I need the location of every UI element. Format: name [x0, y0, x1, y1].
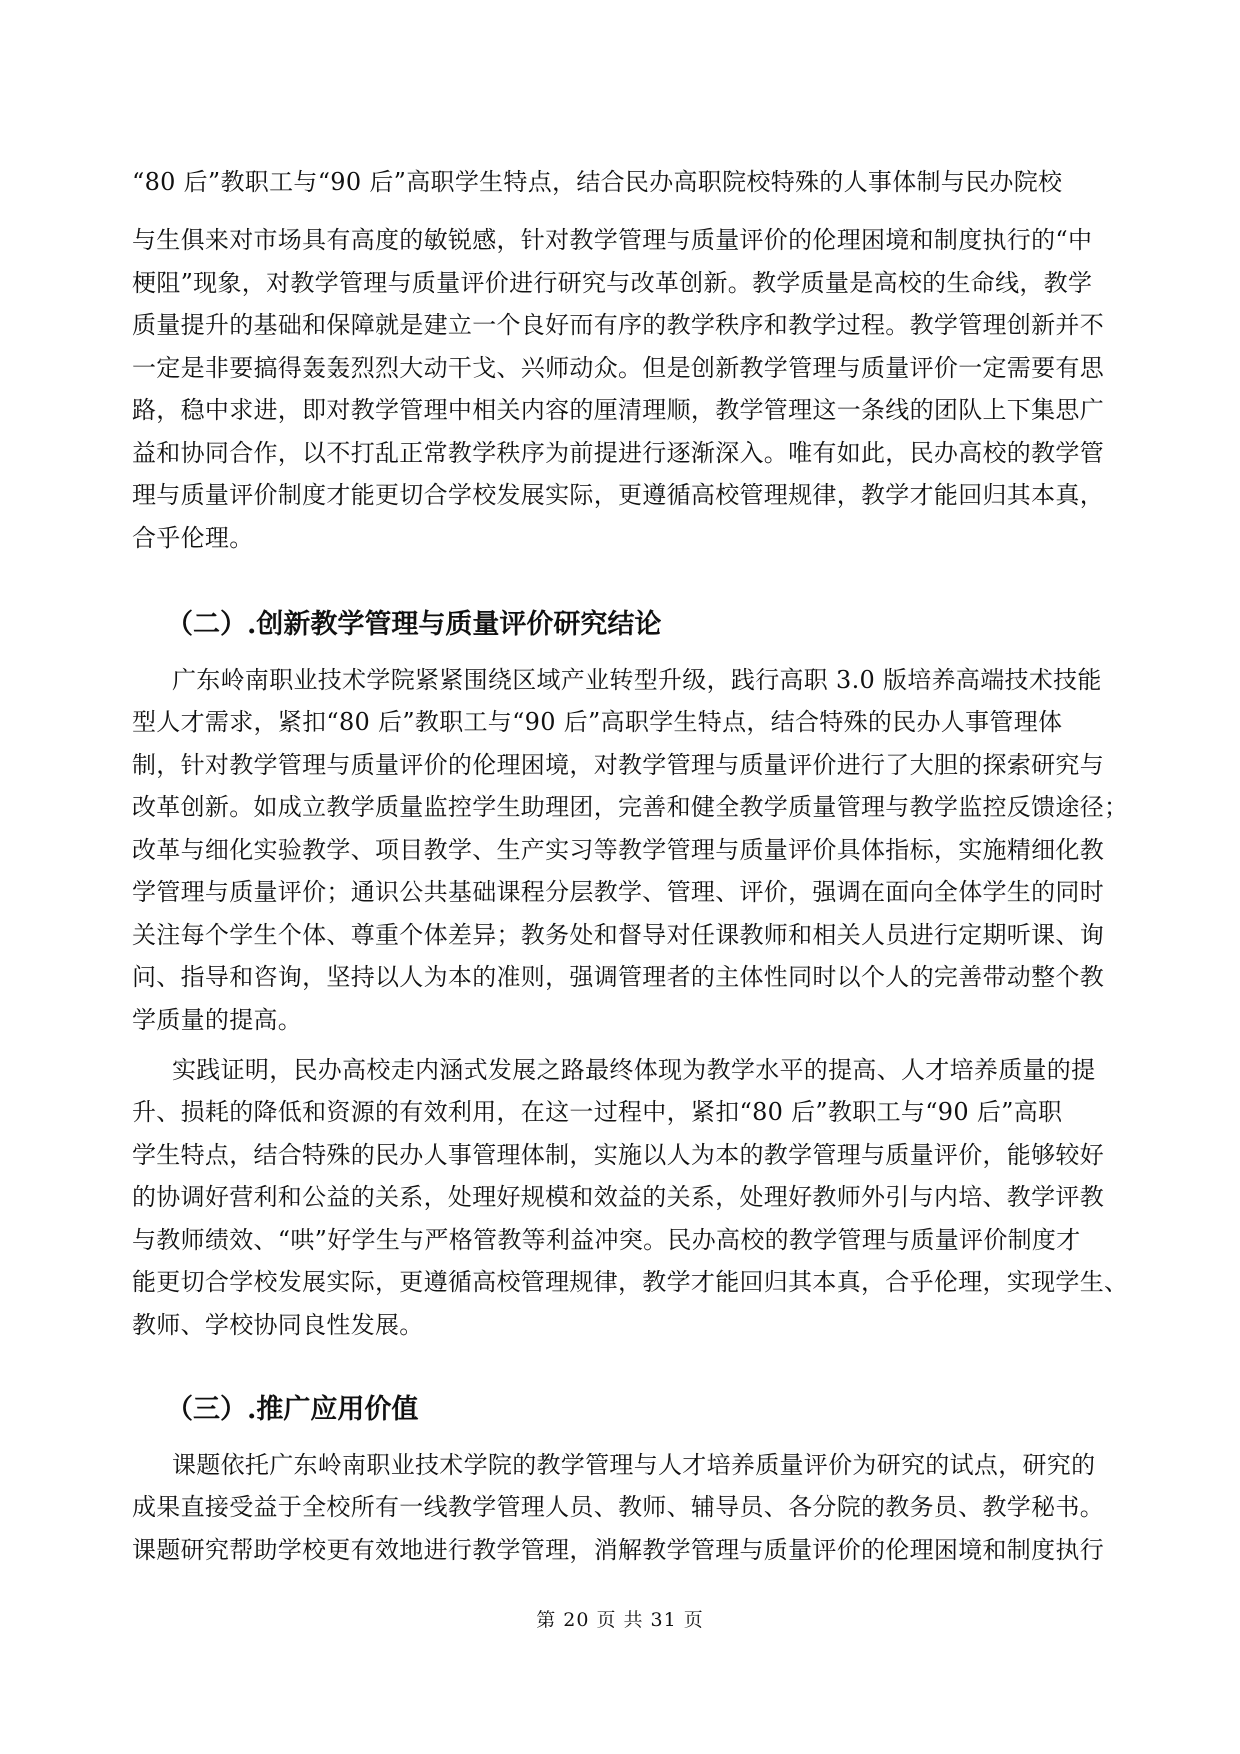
paragraph-line: 问、指导和咨询，坚持以人为本的准则，强调管理者的主体性同时以个人的完善带动整个教 [132, 963, 1104, 991]
paragraph-line: 与教师绩效、“哄”好学生与严格管教等利益冲突。民办高校的教学管理与质量评价制度才 [132, 1226, 1081, 1254]
paragraph-line: 课题研究帮助学校更有效地进行教学管理，消解教学管理与质量评价的伦理困境和制度执行 [132, 1536, 1104, 1564]
paragraph-line: 一定是非要搞得轰轰烈烈大动干戈、兴师动众。但是创新教学管理与质量评价一定需要有思 [132, 354, 1104, 382]
paragraph-line: 实践证明，民办高校走内涵式发展之路最终体现为教学水平的提高、人才培养质量的提 [172, 1056, 1096, 1084]
paragraph-line: 梗阻”现象，对教学管理与质量评价进行研究与改革创新。教学质量是高校的生命线，教学 [132, 269, 1093, 297]
paragraph-line: 理与质量评价制度才能更切合学校发展实际，更遵循高校管理规律，教学才能回归其本真， [132, 481, 1104, 509]
paragraph-line: 学质量的提高。 [132, 1006, 303, 1034]
paragraph-line: 路，稳中求进，即对教学管理中相关内容的厘清理顺，教学管理这一条线的团队上下集思广 [132, 396, 1104, 424]
paragraph-line: 质量提升的基础和保障就是建立一个良好而有序的教学秩序和教学过程。教学管理创新并不 [132, 311, 1104, 339]
paragraph-line: 关注每个学生个体、尊重个体差异；教务处和督导对任课教师和相关人员进行定期听课、询 [132, 921, 1104, 949]
paragraph-line: “80 后”教职工与“90 后”高职学生特点，结合民办高职院校特殊的人事体制与民办院校 [132, 168, 1063, 196]
section-heading: （二）.创新教学管理与质量评价研究结论 [166, 609, 662, 640]
paragraph-line: 型人才需求，紧扣“80 后”教职工与“90 后”高职学生特点，结合特殊的民办人事管理体 [132, 708, 1063, 736]
paragraph-line: 成果直接受益于全校所有一线教学管理人员、教师、辅导员、各分院的教务员、教学秘书。 [132, 1493, 1104, 1521]
paragraph-line: 能更切合学校发展实际，更遵循高校管理规律，教学才能回归其本真，合乎伦理，实现学生、 [132, 1268, 1129, 1296]
paragraph-line: 教师、学校协同良性发展。 [132, 1311, 424, 1339]
paragraph-line: 合乎伦理。 [132, 524, 254, 552]
paragraph-line: 益和协同合作，以不打乱正常教学秩序为前提进行逐渐深入。唯有如此，民办高校的教学管 [132, 439, 1104, 467]
paragraph-line: 改革与细化实验教学、项目教学、生产实习等教学管理与质量评价具体指标，实施精细化教 [132, 836, 1104, 864]
paragraph-line: 广东岭南职业技术学院紧紧围绕区域产业转型升级，践行高职 3.0 版培养高端技术技能 [172, 666, 1102, 694]
paragraph-line: 课题依托广东岭南职业技术学院的教学管理与人才培养质量评价为研究的试点，研究的 [172, 1451, 1096, 1479]
paragraph-line: 学管理与质量评价；通识公共基础课程分层教学、管理、评价，强调在面向全体学生的同时 [132, 878, 1104, 906]
paragraph-line: 与生俱来对市场具有高度的敏锐感，针对教学管理与质量评价的伦理困境和制度执行的“中 [132, 226, 1093, 254]
paragraph-line: 的协调好营利和公益的关系，处理好规模和效益的关系，处理好教师外引与内培、教学评教 [132, 1183, 1104, 1211]
paragraph-line: 制，针对教学管理与质量评价的伦理困境，对教学管理与质量评价进行了大胆的探索研究与 [132, 751, 1104, 779]
section-heading: （三）.推广应用价值 [166, 1394, 419, 1425]
paragraph-line: 改革创新。如成立教学质量监控学生助理团，完善和健全教学质量管理与教学监控反馈途径； [132, 793, 1129, 821]
paragraph-line: 升、损耗的降低和资源的有效利用，在这一过程中，紧扣“80 后”教职工与“90 后”高职 [132, 1098, 1063, 1126]
paragraph-line: 学生特点，结合特殊的民办人事管理体制，实施以人为本的教学管理与质量评价，能够较好 [132, 1141, 1104, 1169]
page-number-footer: 第 20 页 共 31 页 [536, 1609, 704, 1631]
